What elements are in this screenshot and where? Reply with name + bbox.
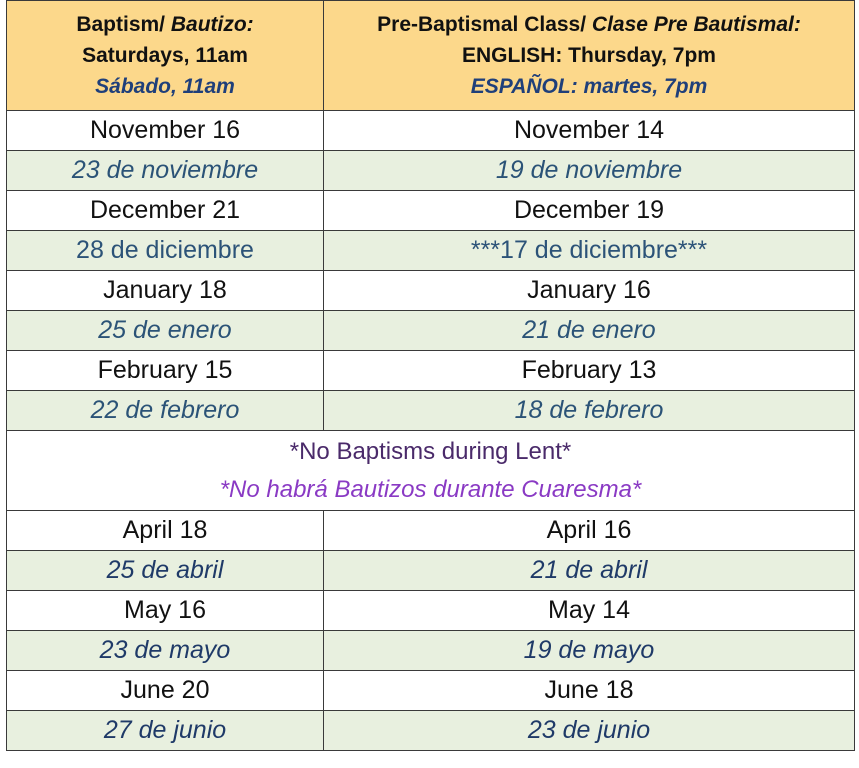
baptism-date: December 21: [7, 191, 324, 231]
baptism-date: 22 de febrero: [7, 391, 324, 431]
table-row: [7, 631, 855, 671]
baptism-date: June 20: [7, 671, 324, 711]
header-class-time-en: ENGLISH: Thursday, 7pm: [462, 44, 716, 67]
header-baptism-time-en: Saturdays, 11am: [82, 44, 248, 67]
table-row: [7, 191, 855, 231]
schedule-body: [7, 111, 855, 751]
table-row: [7, 391, 855, 431]
header-class-title-en: Pre-Baptismal Class/: [377, 13, 592, 36]
table-row: [7, 551, 855, 591]
class-date: November 14: [324, 111, 855, 151]
header-baptism-time-es: Sábado, 11am: [95, 75, 235, 98]
header-baptism-title-en: Baptism/: [76, 13, 171, 36]
class-date: January 16: [324, 271, 855, 311]
lent-note-row: [7, 431, 855, 511]
class-date: 23 de junio: [324, 711, 855, 751]
baptism-date: 25 de abril: [7, 551, 324, 591]
class-date: May 14: [324, 591, 855, 631]
header-baptism-title-es: Bautizo:: [170, 13, 254, 36]
class-date: June 18: [324, 671, 855, 711]
table-row: [7, 111, 855, 151]
table-row: [7, 151, 855, 191]
class-date: December 19: [324, 191, 855, 231]
class-date: 21 de abril: [324, 551, 855, 591]
baptism-date: 27 de junio: [7, 711, 324, 751]
table-row: [7, 671, 855, 711]
baptism-date: November 16: [7, 111, 324, 151]
table-row: [7, 511, 855, 551]
class-date: 18 de febrero: [324, 391, 855, 431]
lent-note-es: *No habrá Bautizos durante Cuaresma*: [219, 475, 642, 503]
class-date: ***17 de diciembre***: [324, 231, 855, 271]
baptism-date: 25 de enero: [7, 311, 324, 351]
header-class: [324, 1, 855, 111]
header-class-title-es: Clase Pre Bautismal:: [591, 13, 801, 36]
table-row: [7, 231, 855, 271]
baptism-date: April 18: [7, 511, 324, 551]
baptism-date: 23 de mayo: [7, 631, 324, 671]
lent-note-en: *No Baptisms during Lent*: [289, 437, 572, 465]
table-row: [7, 271, 855, 311]
lent-note: [7, 431, 855, 511]
baptism-date: May 16: [7, 591, 324, 631]
table-row: [7, 351, 855, 391]
class-date: February 13: [324, 351, 855, 391]
table-row: [7, 711, 855, 751]
baptism-date: January 18: [7, 271, 324, 311]
header-class-time-es: ESPAÑOL: martes, 7pm: [470, 75, 708, 98]
class-date: 19 de mayo: [324, 631, 855, 671]
table-row: [7, 591, 855, 631]
class-date: April 16: [324, 511, 855, 551]
baptism-schedule-table: [6, 0, 855, 751]
header-baptism: [7, 1, 324, 111]
baptism-date: 23 de noviembre: [7, 151, 324, 191]
baptism-date: February 15: [7, 351, 324, 391]
header-row: [7, 1, 855, 111]
baptism-date: 28 de diciembre: [7, 231, 324, 271]
class-date: 21 de enero: [324, 311, 855, 351]
table-row: [7, 311, 855, 351]
class-date: 19 de noviembre: [324, 151, 855, 191]
schedule-table-wrapper: [6, 0, 854, 751]
